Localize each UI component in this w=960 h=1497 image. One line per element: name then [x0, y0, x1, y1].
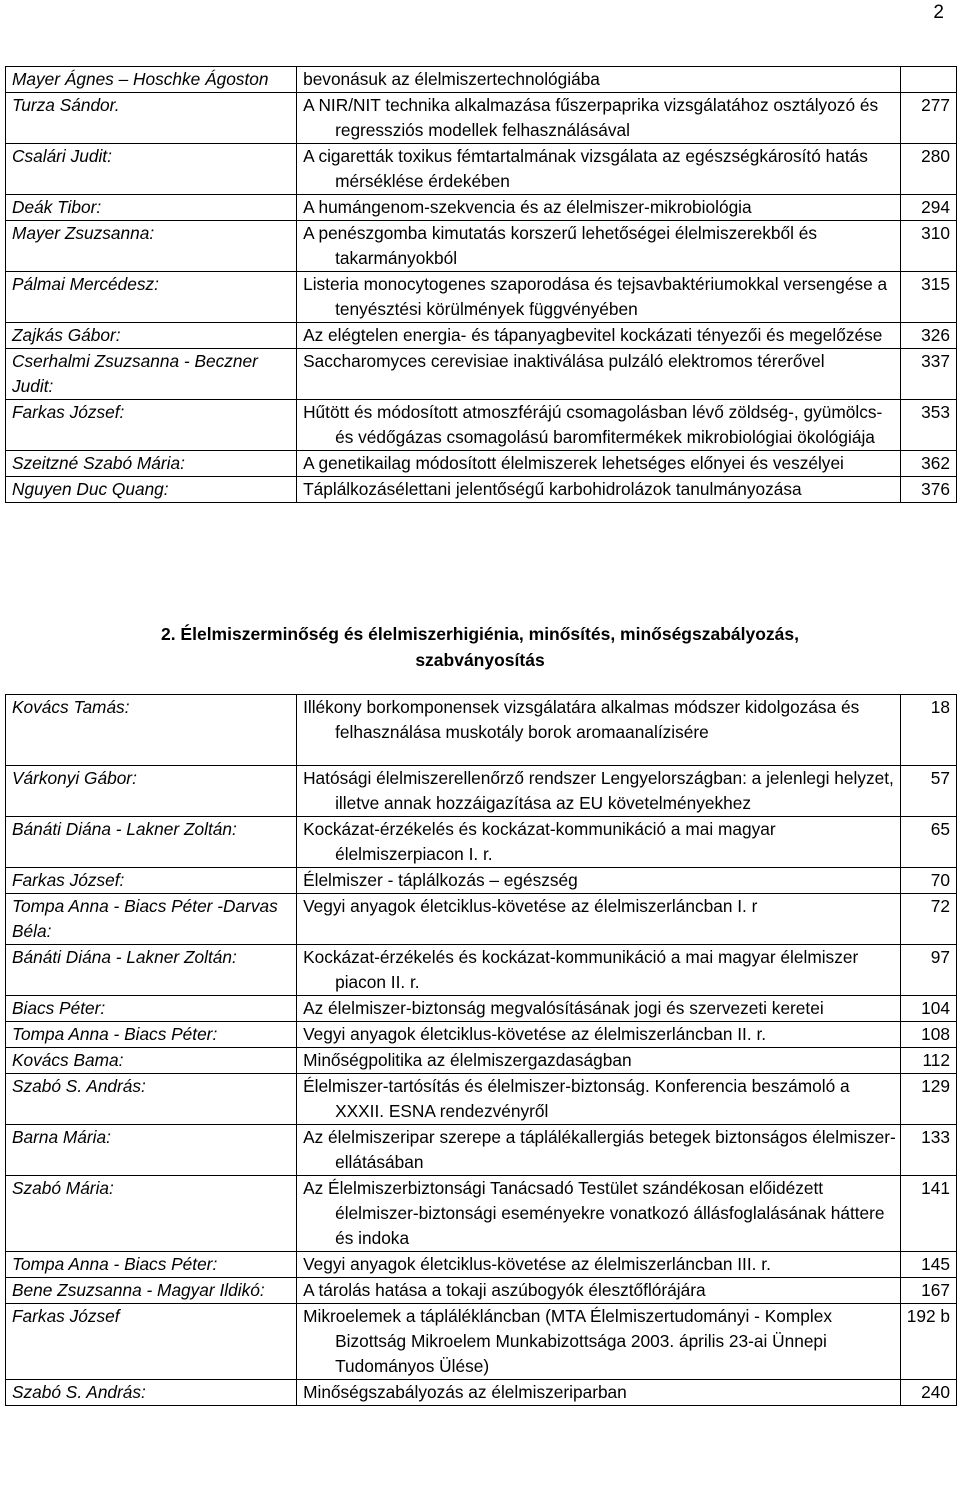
author-cell: Szeitzné Szabó Mária: [6, 451, 297, 477]
author-cell: Biacs Péter: [6, 996, 297, 1022]
author-cell: Turza Sándor. [6, 93, 297, 144]
section-2-heading-line-1: 2. Élelmiszerminőség és élelmiszerhigiénia, minősítés, minőségszabályozás, [160, 624, 800, 644]
title-text: Kockázat-érzékelés és kockázat-kommunikáció a mai magyar élelmiszer piacon II. r. [303, 947, 859, 992]
page-number: 2 [933, 2, 944, 23]
author-cell: Farkas József [6, 1304, 297, 1380]
title-cell [297, 695, 901, 766]
table-row [6, 695, 957, 766]
page-cell: 326 [901, 323, 957, 349]
page-cell: 72 [901, 894, 957, 945]
title-cell [297, 1125, 901, 1176]
title-cell [297, 1278, 901, 1304]
title-text: Listeria monocytogenes szaporodása és tejsavbaktériumokkal versengése a tenyésztési körülmények függvényében [303, 274, 888, 319]
page-cell: 133 [901, 1125, 957, 1176]
table-row [6, 349, 957, 400]
title-cell [297, 477, 901, 503]
author-cell: Farkas József: [6, 868, 297, 894]
title-text: Minőségpolitika az élelmiszergazdaságban [303, 1050, 632, 1070]
title-cell [297, 195, 901, 221]
title-text: A cigaretták toxikus fémtartalmának vizsgálata az egészségkárosító hatás mérséklése érdekében [303, 146, 868, 191]
title-text: Az Élelmiszerbiztonsági Tanácsadó Testület szándékosan előidézett élelmiszer-biztonsági eseményekre vonatkozó állásfoglalásának háttere és indoka [303, 1178, 885, 1248]
page-cell: 192 b [901, 1304, 957, 1380]
title-cell [297, 349, 901, 400]
table-row [6, 477, 957, 503]
table-row [6, 451, 957, 477]
author-cell: Cserhalmi Zsuzsanna - Beczner Judit: [6, 349, 297, 400]
title-text: Vegyi anyagok életciklus-követése az élelmiszerláncban I. r [303, 896, 758, 916]
page-cell: 65 [901, 817, 957, 868]
author-cell: Kovács Tamás: [6, 695, 297, 766]
table-row [6, 272, 957, 323]
section-2-heading-line-2: szabványosítás [415, 650, 545, 670]
table-row [6, 93, 957, 144]
page-cell: 104 [901, 996, 957, 1022]
table-row [6, 996, 957, 1022]
title-text: Táplálkozásélettani jelentőségű karbohidrolázok tanulmányozása [303, 479, 802, 499]
table-row [6, 868, 957, 894]
page-cell: 141 [901, 1176, 957, 1252]
title-text: A genetikailag módosított élelmiszerek lehetséges előnyei és veszélyei [303, 453, 844, 473]
title-text: bevonásuk az élelmiszertechnológiába [303, 69, 600, 89]
author-cell: Bene Zsuzsanna - Magyar Ildikó: [6, 1278, 297, 1304]
author-cell: Szabó S. András: [6, 1380, 297, 1406]
author-cell: Tompa Anna - Biacs Péter: [6, 1022, 297, 1048]
table-row [6, 1125, 957, 1176]
page-cell: 167 [901, 1278, 957, 1304]
author-cell: Deák Tibor: [6, 195, 297, 221]
title-text: Mikroelemek a táplálékláncban (MTA Élelmiszertudományi - Komplex Bizottság Mikroelem Munkabizottsága 2003. április 23-ai Ünnepi Tudományos Ülése) [303, 1306, 832, 1376]
author-cell: Szabó Mária: [6, 1176, 297, 1252]
page-cell: 70 [901, 868, 957, 894]
title-text: A NIR/NIT technika alkalmazása fűszerpaprika vizsgálatához osztályozó és regressziós modellek felhasználásával [303, 95, 879, 140]
title-text: A tárolás hatása a tokaji aszúbogyók élesztőflórájára [303, 1280, 706, 1300]
author-cell: Tompa Anna - Biacs Péter -Darvas Béla: [6, 894, 297, 945]
author-cell: Kovács Bama: [6, 1048, 297, 1074]
page-cell: 376 [901, 477, 957, 503]
title-cell [297, 894, 901, 945]
title-text: Hűtött és módosított atmoszférájú csomagolásban lévő zöldség-, gyümölcs- és védőgázas csomagolású baromfitermékek mikrobiológiai ökológiája [303, 402, 883, 447]
page-cell: 315 [901, 272, 957, 323]
table-row [6, 1022, 957, 1048]
title-text: Élelmiszer - táplálkozás – egészség [303, 870, 578, 890]
table-row [6, 67, 957, 93]
page-cell: 337 [901, 349, 957, 400]
title-cell [297, 1074, 901, 1125]
author-cell: Várkonyi Gábor: [6, 766, 297, 817]
table-row [6, 1304, 957, 1380]
table-row [6, 1048, 957, 1074]
title-text: Saccharomyces cerevisiae inaktiválása pulzáló elektromos térerővel [303, 351, 825, 371]
title-cell [297, 93, 901, 144]
title-text: Hatósági élelmiszerellenőrző rendszer Lengyelországban: a jelenlegi helyzet, illetve annak hozzáigazítása az EU követelményekhez [303, 768, 894, 813]
table-row [6, 1176, 957, 1252]
author-cell: Bánáti Diána - Lakner Zoltán: [6, 817, 297, 868]
title-cell [297, 67, 901, 93]
row-spacer [303, 745, 900, 765]
title-cell [297, 1022, 901, 1048]
author-cell: Farkas József: [6, 400, 297, 451]
title-cell [297, 1176, 901, 1252]
title-cell [297, 817, 901, 868]
contents-table-section-2 [5, 694, 957, 1406]
title-cell [297, 272, 901, 323]
author-cell: Nguyen Duc Quang: [6, 477, 297, 503]
page-cell: 280 [901, 144, 957, 195]
table-row [6, 1380, 957, 1406]
title-cell [297, 868, 901, 894]
author-cell: Zajkás Gábor: [6, 323, 297, 349]
page-cell: 145 [901, 1252, 957, 1278]
author-cell: Mayer Zsuzsanna: [6, 221, 297, 272]
title-text: Minőségszabályozás az élelmiszeriparban [303, 1382, 627, 1402]
page-cell: 129 [901, 1074, 957, 1125]
page-cell: 57 [901, 766, 957, 817]
table-row [6, 400, 957, 451]
author-cell: Pálmai Mercédesz: [6, 272, 297, 323]
author-cell: Tompa Anna - Biacs Péter: [6, 1252, 297, 1278]
page-cell: 277 [901, 93, 957, 144]
title-cell [297, 1304, 901, 1380]
table-row [6, 1278, 957, 1304]
title-text: A humángenom-szekvencia és az élelmiszer-mikrobiológia [303, 197, 752, 217]
table-row [6, 1074, 957, 1125]
author-cell: Szabó S. András: [6, 1074, 297, 1125]
table-row [6, 323, 957, 349]
title-text: Élelmiszer-tartósítás és élelmiszer-biztonság. Konferencia beszámoló a XXXII. ESNA rendezvényről [303, 1076, 850, 1121]
title-cell [297, 996, 901, 1022]
table-row [6, 894, 957, 945]
title-cell [297, 1048, 901, 1074]
title-cell [297, 945, 901, 996]
page-cell [901, 67, 957, 93]
title-text: Kockázat-érzékelés és kockázat-kommunikáció a mai magyar élelmiszerpiacon I. r. [303, 819, 776, 864]
title-cell [297, 323, 901, 349]
title-text: Vegyi anyagok életciklus-követése az élelmiszerláncban III. r. [303, 1254, 771, 1274]
title-cell [297, 144, 901, 195]
page-cell: 310 [901, 221, 957, 272]
page-cell: 240 [901, 1380, 957, 1406]
table-row [6, 195, 957, 221]
title-text: A penészgomba kimutatás korszerű lehetőségei élelmiszerekből és takarmányokból [303, 223, 817, 268]
title-text: Az elégtelen energia- és tápanyagbevitel kockázati tényezői és megelőzése [303, 325, 883, 345]
title-cell [297, 400, 901, 451]
table-row [6, 766, 957, 817]
table-row [6, 144, 957, 195]
table-row [6, 1252, 957, 1278]
page-cell: 294 [901, 195, 957, 221]
author-cell: Barna Mária: [6, 1125, 297, 1176]
contents-table-section-1 [5, 66, 957, 503]
page-cell: 18 [901, 695, 957, 766]
table-row [6, 221, 957, 272]
author-cell: Mayer Ágnes – Hoschke Ágoston [6, 67, 297, 93]
page-cell: 97 [901, 945, 957, 996]
page-cell: 112 [901, 1048, 957, 1074]
table-row [6, 945, 957, 996]
table-row [6, 817, 957, 868]
title-text: Az élelmiszeripar szerepe a táplálékallergiás betegek biztonságos élelmiszer-ellátásában [303, 1127, 896, 1172]
author-cell: Bánáti Diána - Lakner Zoltán: [6, 945, 297, 996]
page-cell: 353 [901, 400, 957, 451]
title-cell [297, 451, 901, 477]
title-cell [297, 1380, 901, 1406]
title-cell [297, 221, 901, 272]
title-text: Vegyi anyagok életciklus-követése az élelmiszerláncban II. r. [303, 1024, 767, 1044]
title-text: Az élelmiszer-biztonság megvalósításának jogi és szervezeti keretei [303, 998, 824, 1018]
title-cell [297, 1252, 901, 1278]
section-2-heading [0, 621, 960, 673]
page-cell: 108 [901, 1022, 957, 1048]
page-cell: 362 [901, 451, 957, 477]
title-cell [297, 766, 901, 817]
title-text: Illékony borkomponensek vizsgálatára alkalmas módszer kidolgozása és felhasználása muskotály borok aromaanalízisére [303, 697, 860, 742]
author-cell: Csalári Judit: [6, 144, 297, 195]
